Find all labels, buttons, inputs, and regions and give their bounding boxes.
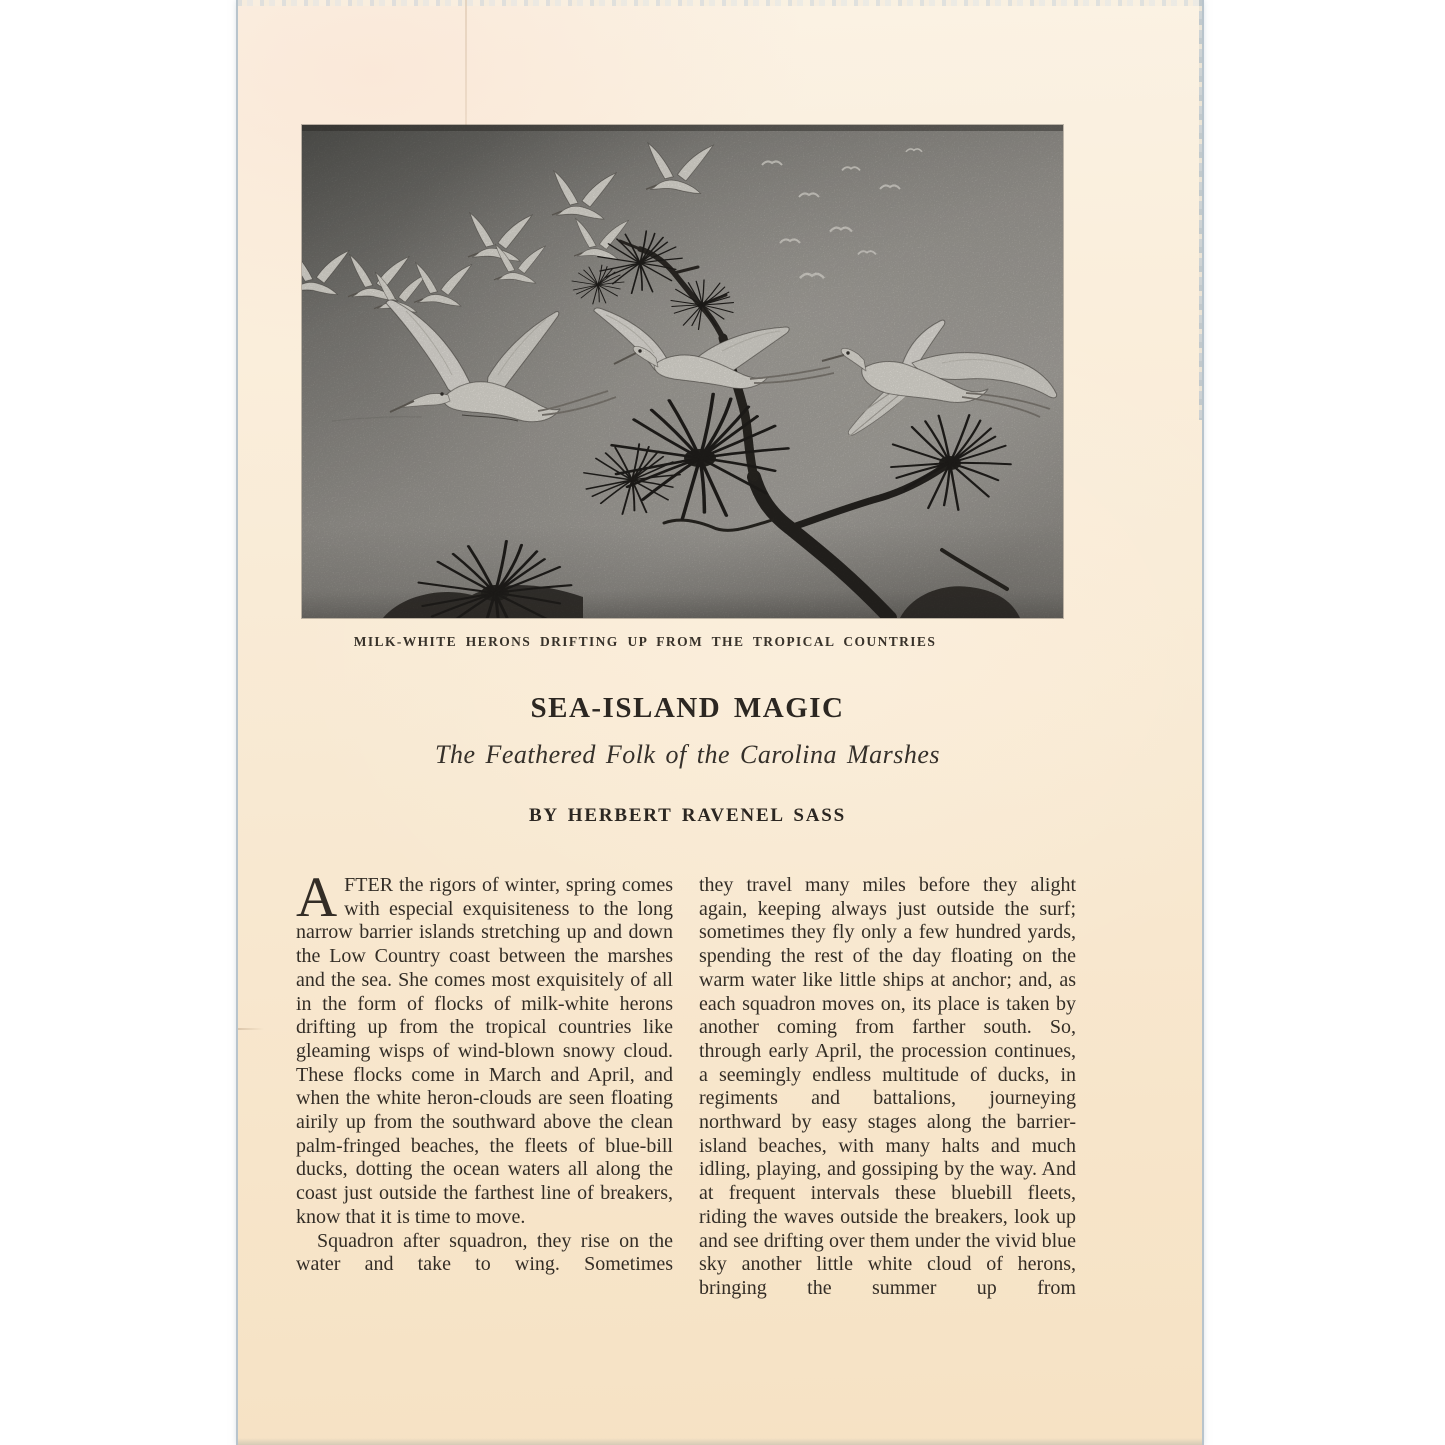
paper-crease-horizontal <box>238 1028 264 1030</box>
article-paragraph: Squadron after squadron, they rise on the water and take to wing. Sometimes <box>296 1229 673 1276</box>
drop-cap: A <box>296 866 338 929</box>
article-subtitle: The Feathered Folk of the Carolina Marshes <box>434 740 940 769</box>
column-right <box>699 874 1076 1301</box>
heron-illustration-art <box>302 125 1063 618</box>
deckled-right-edge <box>1199 0 1202 420</box>
article-body <box>296 866 1076 1301</box>
article-byline: BY HERBERT RAVENEL SASS <box>528 805 847 826</box>
magazine-page <box>238 0 1202 1445</box>
column-left <box>296 866 673 1301</box>
article-title: SEA-ISLAND MAGIC <box>530 692 845 724</box>
heron-illustration <box>302 125 1063 618</box>
illustration-caption: MILK-WHITE HERONS DRIFTING UP FROM THE TROPICAL COUNTRIES <box>353 634 937 649</box>
page-bottom-shadow <box>238 1438 1202 1445</box>
torn-top-edge <box>238 0 1202 6</box>
article-paragraph: AFTER the rigors of winter, spring comes with especial exquisiteness to the long narrow barrier islands stretching up and down the Low Country coast between the marshes and the sea. She comes most exquisitely of all in the form of flocks of milk-white herons drifting up from the tropical countries like gleaming wisps of wind-blown snowy cloud. These flocks come in March and April, and when the white heron-clouds are seen floating airily up from the southward above the clean palm-fringed beaches, the fleets of blue-bill ducks, dotting the ocean waters all along the coast just outside the farthest line of breakers, know that it is time to move. <box>296 866 673 1228</box>
article-paragraph: they travel many miles before they alight again, keeping always just outside the surf; sometimes they fly only a few hundred yards, spending the rest of the day floating on the warm water like little ships at anchor; and, as each squadron moves on, its place is taken by another coming from farther south. So, through early April, the procession continues, a seemingly endless multitude of ducks, in regiments and battalions, journeying northward by easy stages along the barrier-island beaches, with many halts and much idling, playing, and gossiping by the way. And at frequent intervals these bluebill fleets, riding the waves outside the breakers, look up and see drifting over them under the vivid blue sky another little white cloud of herons, bringing the summer up from <box>699 874 1076 1299</box>
